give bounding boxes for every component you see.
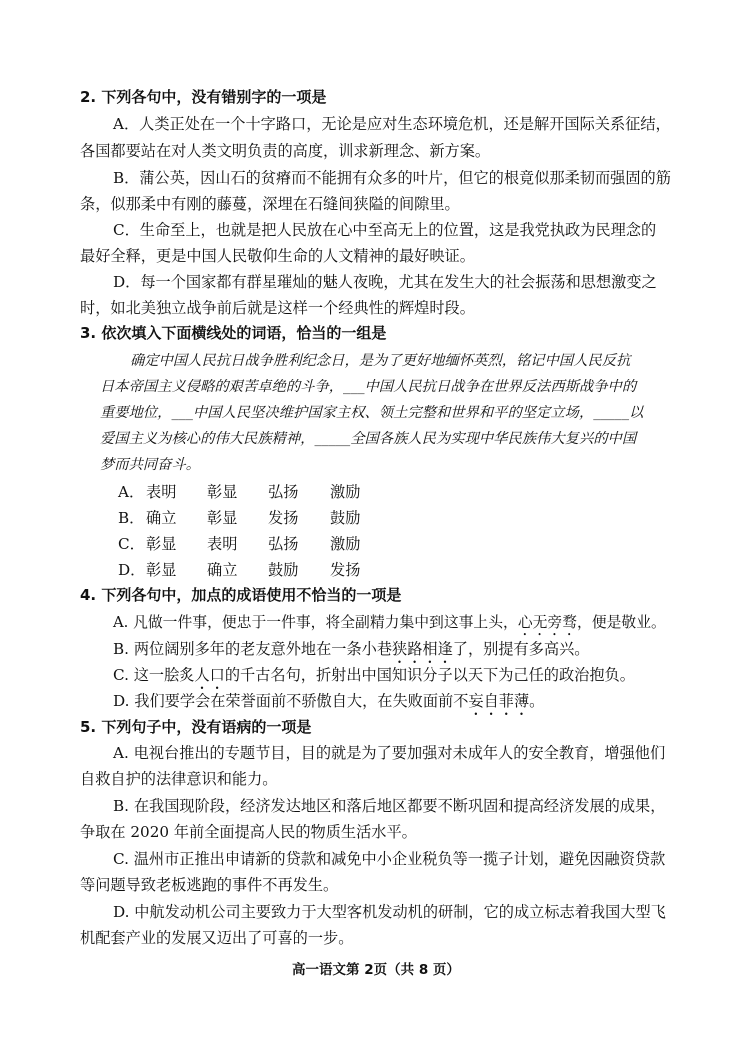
q4-option-a <box>113 612 666 639</box>
q3-option-word: 弘扬 <box>268 535 299 553</box>
q5-option-d-line2: 机配套产业的发展又迈出了可喜的一步。 <box>80 929 354 947</box>
q3-passage-line5: 梦而共同奋斗。 <box>100 457 201 473</box>
q3-passage-line3: 重要地位，___中国人民坚决维护国家主权、领土完整和世界和平的坚定立场，_____以 <box>100 405 644 421</box>
q4-option-c-idiom: 人口 <box>194 666 225 684</box>
q2-option-a-line2: 各国都要站在对人类文明负责的高度，训求新理念、新方案。 <box>80 142 491 160</box>
q3-option-word: 鼓励 <box>330 509 361 527</box>
q3-option-letter: C． <box>118 535 145 553</box>
q3-option-word: 彰显 <box>207 483 238 501</box>
q3-option-letter: B． <box>118 509 145 527</box>
q2-option-c-line1: C．生命至上，也就是把人民放在心中至高无上的位置，这是我党执政为民理念的 <box>113 221 657 239</box>
q3-option-word: 表明 <box>207 535 238 553</box>
q4-option-a-text: A. 凡做一件事，便忠于一件事，将全副精力集中到这事上头， <box>113 614 518 631</box>
q2-option-b-line2: 条，似那柔中有刚的藤蔓，深埋在石缝间狭隘的间隙里。 <box>80 195 460 213</box>
page-footer: 高一语文第 2页（共 8 页） <box>292 962 460 978</box>
q3-option-word: 确立 <box>146 509 177 527</box>
q3-passage-line2: 日本帝国主义侵略的艰苦卓绝的斗争，___中国人民抗日战争在世界反法西斯战争中的 <box>100 379 637 395</box>
q4-option-c-text: C. 这一脍炙 <box>113 666 195 684</box>
q3-stem: 3. 依次填入下面横线处的词语，恰当的一组是 <box>80 324 387 342</box>
q4-stem: 4. 下列各句中，加点的成语使用不恰当的一项是 <box>80 586 402 604</box>
q3-option-word: 确立 <box>207 561 238 579</box>
q4-option-c-text-end: 的千古名句，折射出中国知识分子以天下为己任的政治抱负。 <box>224 666 635 684</box>
q2-stem: 2. 下列各句中，没有错别字的一项是 <box>80 88 327 106</box>
q2-option-a-line1: A．人类正处在一个十字路口，无论是应对生态环境危机，还是解开国际关系征结， <box>113 115 671 133</box>
q2-option-d-line1: D．每一个国家都有群星璀灿的魅人夜晚，尤其在发生大的社会振荡和思想激变之 <box>113 273 657 291</box>
q4-option-b-text-end: 了，别提有多高兴。 <box>452 640 590 658</box>
q2-option-d-line2: 时，如北美独立战争前后就是这样一个经典性的辉煌时段。 <box>80 299 475 317</box>
q5-option-a-line1: A. 电视台推出的专题节目，目的就是为了要加强对未成年人的安全教育，增强他们 <box>113 744 666 762</box>
q5-option-c-line1: C. 温州市正推出申请新的贷款和减免中小企业税负等一揽子计划，避免因融资贷款 <box>113 850 666 868</box>
q3-passage-line1: 确定中国人民抗日战争胜利纪念日，是为了更好地缅怀英烈，铭记中国人民反抗 <box>130 353 631 369</box>
q4-option-a-idiom: 心无旁骛 <box>517 614 578 631</box>
q3-option-letter: D． <box>118 561 146 579</box>
q3-option-word: 发扬 <box>268 509 299 527</box>
q3-option-word: 激励 <box>330 483 361 501</box>
q5-option-b-line1: B. 在我国现阶段，经济发达地区和落后地区都要不断巩固和提高经济发展的成果， <box>113 797 666 815</box>
q4-option-c <box>113 664 635 693</box>
q4-option-b-idiom: 狭路相逢 <box>392 640 453 658</box>
q2-option-c-line2: 最好全释，更是中国人民敬仰生命的人文精神的最好映证。 <box>80 247 475 265</box>
q3-option-word: 激励 <box>330 535 361 553</box>
q4-option-d-text-end: 。 <box>529 692 545 710</box>
q5-stem: 5. 下列句子中，没有语病的一项是 <box>80 718 312 736</box>
q3-option-word: 弘扬 <box>268 483 299 501</box>
q3-option-word: 鼓励 <box>268 561 299 579</box>
q4-option-d-idiom: 妄自菲薄 <box>468 692 530 710</box>
q2-option-b-line1: B．蒲公英，因山石的贫瘠而不能拥有众多的叶片，但它的根竟似那柔韧而强固的筋 <box>113 169 671 187</box>
q4-option-b <box>113 638 589 667</box>
q4-option-d-text: D. 我们要学会在荣誉面前不骄傲自大，在失败面前不 <box>113 692 469 710</box>
q3-option-word: 彰显 <box>207 509 238 527</box>
q3-option-word: 表明 <box>146 483 177 501</box>
q5-option-b-line2: 争取在 2020 年前全面提高人民的物质生活水平。 <box>80 823 417 841</box>
q3-option-word: 彰显 <box>146 561 177 579</box>
q5-option-c-line2: 等问题导致老板逃跑的事件不再发生。 <box>80 876 339 894</box>
q3-option-word: 发扬 <box>330 561 361 579</box>
q4-option-a-text-end: ，便是敬业。 <box>577 614 666 631</box>
q5-option-a-line2: 自救自护的法律意识和能力。 <box>80 770 278 788</box>
q3-passage-line4: 爱国主义为核心的伟大民族精神，_____全国各族人民为实现中华民族伟大复兴的中国 <box>100 431 637 447</box>
q3-option-word: 彰显 <box>146 535 177 553</box>
q4-option-b-text: B. 两位阔别多年的老友意外地在一条小巷 <box>113 640 393 658</box>
q3-option-letter: A． <box>118 483 145 501</box>
q5-option-d-line1: D. 中航发动机公司主要致力于大型客机发动机的研制，它的成立标志着我国大型飞 <box>113 903 666 921</box>
q4-option-d <box>113 690 544 719</box>
